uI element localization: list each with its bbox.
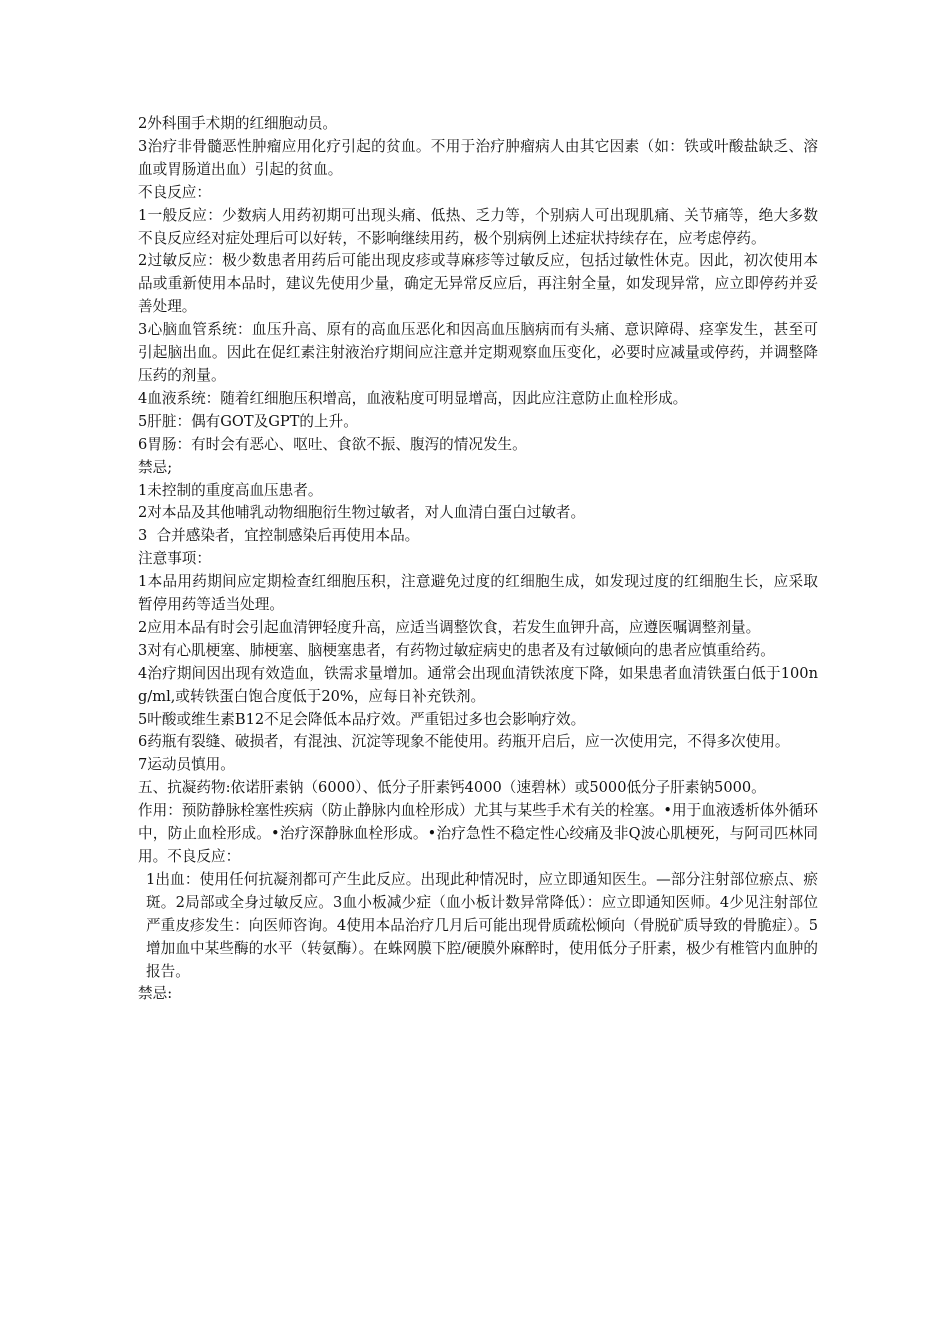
- paragraph-hypertension: 1未控制的重度高血压患者。: [138, 481, 323, 499]
- paragraph-vial: 6药瓶有裂缝、破损者，有混浊、沉淀等现象不能使用。药瓶开启后，应一次使用完，不得多次使用。: [138, 733, 790, 751]
- paragraph-bleeding: 1出血：使用任何抗凝剂都可产生此反应。出现此种情况时，应立即通知医生。—部分注射部位瘀点、瘀斑。2局部或全身过敏反应。3血小板减少症（血小板计数异常降低）：应立即通知医师。4少见注射部位严重皮疹发生：向医师咨询。4使用本品治疗几月后可能出现骨质疏松倾向（骨脱矿质导致的骨脆症）。5增加血中某些酶的水平（转氨酶）。在蛛网膜下腔/硬膜外麻醉时，使用低分子肝素，极少有椎管内血肿的报告。: [146, 870, 818, 980]
- paragraph-general-reaction: 1一般反应：少数病人用药初期可出现头痛、低热、乏力等，个别病人可出现肌痛、关节痛等，绝大多数不良反应经对症处理后可以好转，不影响继续用药，极个别病例上述症状持续存在，应考虑停药。: [138, 206, 818, 247]
- paragraph-effects: 作用：预防静脉栓塞性疾病（防止静脉内血栓形成）尤其与某些手术有关的栓塞。•用于血液透析体外循环中，防止血栓形成。•治疗深静脉血栓形成。•治疗急性不稳定性心绞痛及非Q波心肌梗死，与阿司匹林同用。不良反应：: [138, 802, 818, 865]
- paragraph-allergic-reaction: 2过敏反应：极少数患者用药后可能出现皮疹或荨麻疹等过敏反应，包括过敏性休克。因此，初次使用本品或重新使用本品时，建议先使用少量，确定无异常反应后，再注射全量，如发现异常，应立即停药并妥善处理。: [138, 252, 818, 316]
- paragraph-chemo-anemia: 3治疗非骨髓恶性肿瘤应用化疗引起的贫血。不用于治疗肿瘤病人由其它因素（如：铁或叶酸盐缺乏、溶血或胃肠道出血）引起的贫血。: [138, 137, 818, 178]
- document-body: [138, 113, 818, 1006]
- paragraph-surgical-mobilization: 2外科围手术期的红细胞动员。: [138, 115, 338, 132]
- paragraph-gastro: 6胃肠：有时会有恶心、呕吐、食欲不振、腹泻的情况发生。: [138, 435, 527, 453]
- paragraph-athletes: 7运动员慎用。: [138, 756, 235, 774]
- paragraph-liver: 5肝脏：偶有GOT及GPT的上升。: [138, 412, 358, 430]
- heading-adverse-reactions: 不良反应：: [138, 183, 211, 201]
- heading-contraindications: 禁忌;: [138, 458, 173, 476]
- paragraph-allergy-mammal: 2对本品及其他哺乳动物细胞衍生物过敏者，对人血清白蛋白过敏者。: [138, 504, 586, 522]
- paragraph-folic-acid: 5叶酸或维生素B12不足会降低本品疗效。严重铝过多也会影响疗效。: [138, 710, 586, 728]
- paragraph-cardiovascular: 3心脑血管系统：血压升高、原有的高血压恶化和因高血压脑病而有头痛、意识障碍、痉挛发生，甚至可引起脑出血。因此在促红素注射液治疗期间应注意并定期观察血压变化，必要时应减量或停药，并调整降压药的剂量。: [138, 321, 818, 384]
- heading-precautions: 注意事项：: [138, 550, 211, 568]
- paragraph-potassium: 2应用本品有时会引起血清钾轻度升高，应适当调整饮食，若发生血钾升高，应遵医嘱调整剂量。: [138, 618, 761, 636]
- heading-contraindications-2: 禁忌:: [138, 985, 173, 1003]
- paragraph-infarction: 3对有心肌梗塞、肺梗塞、脑梗塞患者，有药物过敏症病史的患者及有过敏倾向的患者应慎重给药。: [138, 641, 775, 659]
- paragraph-hematocrit: 1本品用药期间应定期检查红细胞压积，注意避免过度的红细胞生成，如发现过度的红细胞生长，应采取暂停用药等适当处理。: [138, 573, 818, 614]
- paragraph-blood-system: 4血液系统：随着红细胞压积增高，血液粘度可明显增高，因此应注意防止血栓形成。: [138, 389, 688, 407]
- paragraph-infection: 3 合并感染者，宜控制感染后再使用本品。: [138, 527, 420, 545]
- heading-anticoagulants: 五、抗凝药物:依诺肝素钠（6000）、低分子肝素钙4000（速碧林）或5000低分子肝素钠5000。: [138, 779, 766, 797]
- paragraph-iron: 4治疗期间因出现有效造血，铁需求量增加。通常会出现血清铁浓度下降，如果患者血清铁蛋白低于100ng/ml,或转铁蛋白饱合度低于20%，应每日补充铁剂。: [138, 664, 818, 705]
